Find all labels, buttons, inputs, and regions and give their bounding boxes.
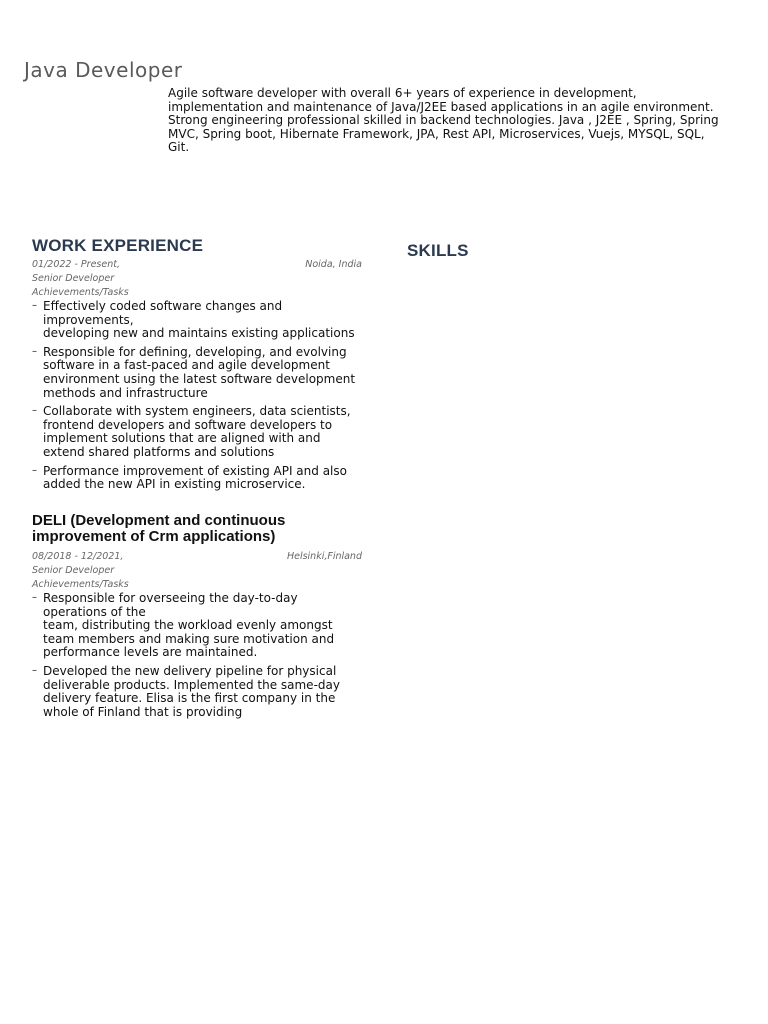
company-name: DELI (Development and continuous improvement of Crm applications) (32, 512, 286, 545)
date-range: 08/2018 - 12/2021, (32, 551, 124, 562)
profile-summary: Agile software developer with overall 6+ years of experience in development, implementation and maintenance of Java/J2EE based applications in an agile environment. Strong engineering professional skilled in backend technologies. Java , J2EE , Spring, Spring MVC, Spring boot, Hibernate Framework, JPA, Rest API, Microservices, Vuejs, MYSQL, SQL, Git. (168, 86, 719, 155)
task-item: – Developed the new delivery pipeline for physical deliverable products. Implemented the same-day delivery feature. Elisa is the first company in the whole of Finland that is providing (32, 665, 362, 719)
experience-meta (32, 258, 362, 272)
task-item: – Effectively coded software changes and improvements, developing new and maintains existing applications (32, 300, 362, 341)
work-experience-heading: WORK EXPERIENCE (32, 236, 204, 255)
skills-heading: SKILLS (407, 241, 469, 260)
location: Helsinki,Finland (286, 551, 362, 562)
role: Senior Developer (32, 273, 115, 284)
task-item: – Responsible for defining, developing, and evolving software in a fast-paced and agile development environment using the latest software development methods and infrastructure (32, 346, 362, 400)
tasks-label: Achievements/Tasks (32, 579, 129, 590)
tasks-label: Achievements/Tasks (32, 287, 129, 298)
task-item: – Responsible for overseeing the day-to-day operations of the team, distributing the workload evenly amongst team members and making sure motivation and performance levels are maintained. (32, 592, 362, 660)
job-title: Java Developer (24, 58, 183, 82)
experience-entry (32, 513, 362, 724)
task-list (32, 592, 362, 719)
experience-meta (32, 550, 362, 564)
role: Senior Developer (32, 565, 115, 576)
task-list (32, 300, 362, 492)
date-range: 01/2022 - Present, (32, 259, 120, 270)
location: Noida, India (305, 259, 362, 270)
task-item: – Performance improvement of existing API and also added the new API in existing microservice. (32, 465, 362, 492)
experience-entry (32, 258, 362, 497)
task-item: – Collaborate with system engineers, data scientists, frontend developers and software developers to implement solutions that are aligned with and extend shared platforms and solutions (32, 405, 362, 459)
